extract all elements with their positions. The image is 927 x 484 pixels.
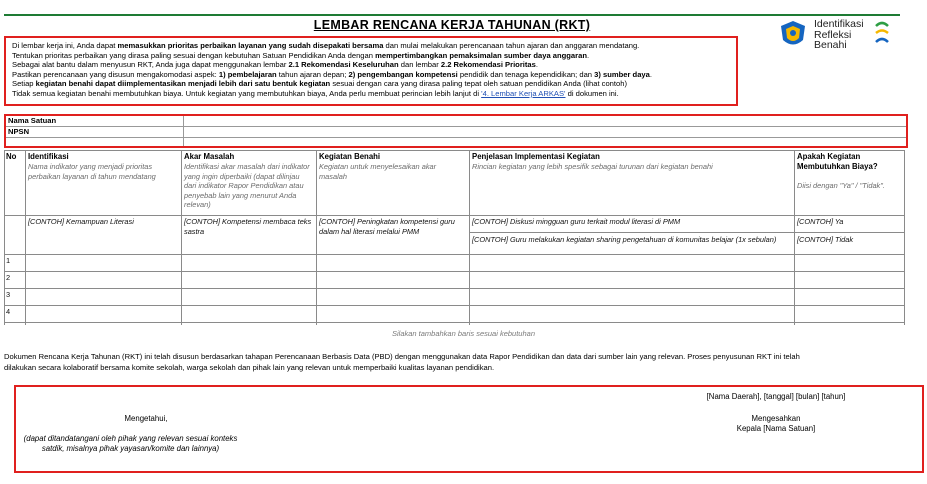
satuan-box bbox=[4, 114, 908, 148]
col-desc-akar-masalah: Identifikasi akar masalah dari indikator yang ingin diperbaiki (dapat dilinjau dari indikator Rapor Pendidikan atau penyebab lain yang menurut Anda relevan) bbox=[184, 162, 310, 210]
col-header-identifikasi: Identifikasi bbox=[28, 152, 69, 161]
intro-paragraph-2: Tentukan prioritas perbaikan yang dirasa paling sesuai dengan kebutuhan Satuan Pendidikan Anda dengan mempertimbangkan pemaksimalan sumber daya anggaran. bbox=[12, 50, 590, 60]
col-desc-identifikasi: Nama indikator yang menjadi prioritas perbaikan layanan di tahun mendatang bbox=[28, 162, 156, 181]
mengesahkan-label: Mengesahkan bbox=[751, 414, 801, 423]
place-date-text: [Nama Daerah], [tanggal] [bulan] [tahun] bbox=[706, 392, 846, 401]
logo bbox=[776, 18, 906, 54]
col-desc-kegiatan-benahi: Kegiatan untuk menyelesaikan akar masalah bbox=[319, 162, 437, 181]
footer-paragraph-line-1: Dokumen Rencana Kerja Tahunan (RKT) ini telah disusun berdasarkan tahapan Perencanaan Berbasis Data (PBD) dengan menggunakan data Rapor Pendidikan dan data dari sumber lain yang relevan. Proses penyusunan RKT ini telah bbox=[4, 352, 800, 361]
example-kegiatan-benahi: [CONTOH] Peningkatan kompetensi guru dalam hal literasi melalui PMM bbox=[319, 217, 455, 236]
header-rule bbox=[4, 14, 900, 16]
signature-box bbox=[14, 385, 924, 473]
tut-wuri-handayani-emblem-icon bbox=[776, 18, 810, 52]
col-desc-penjelasan: Rincian kegiatan yang lebih spesifik sebagai turunan dari kegiatan benahi bbox=[472, 162, 713, 171]
title-row bbox=[4, 18, 900, 34]
rkt-table bbox=[4, 150, 910, 325]
intro-paragraph-3: Sebagai alat bantu dalam menyusun RKT, Anda juga dapat menggunakan lembar 2.1 Rekomendasi Keseluruhan dan lembar 2.2 Rekomendasi Prioritas. bbox=[12, 60, 538, 70]
arkas-sheet-link[interactable]: '4. Lembar Kerja ARKAS' bbox=[481, 88, 566, 98]
example-penjelasan-2: [CONTOH] Guru melakukan kegiatan sharing pengetahuan di komunitas belajar (1x sebulan) bbox=[472, 235, 777, 244]
kepala-satuan-label: Kepala [Nama Satuan] bbox=[736, 424, 816, 433]
example-identifikasi: [CONTOH] Kemampuan Literasi bbox=[28, 217, 134, 226]
row-number: 4 bbox=[6, 307, 11, 316]
footer-paragraph bbox=[4, 351, 904, 373]
col-header-biaya: Apakah Kegiatan Membutuhkan Biaya? bbox=[797, 152, 878, 171]
logo-line-identifikasi: Identifikasi bbox=[814, 18, 864, 30]
nama-satuan-label: Nama Satuan bbox=[8, 116, 57, 125]
intro-box bbox=[4, 36, 738, 106]
intro-paragraph-1: Di lembar kerja ini, Anda dapat memasukkan prioritas perbaikan layanan yang sudah disepakati bersama dan mulai melakukan perencanaan tahun ajaran dan anggaran mendatang. bbox=[12, 41, 640, 50]
page-title: LEMBAR RENCANA KERJA TAHUNAN (RKT) bbox=[313, 18, 591, 32]
intro-paragraph-5: Setiap kegiatan benahi dapat diimplementasikan menjadi lebih dari satu bentuk kegiatan sesuai dengan cara yang dirasa paling tepat oleh satuan pendidikan Anda (lihat contoh) bbox=[12, 79, 627, 89]
mengetahui-note: (dapat ditandatangani oleh pihak yang relevan sesuai konteks satdik, misalnya pihak yayasan/komite dan lainnya) bbox=[23, 434, 238, 453]
col-header-kegiatan-benahi: Kegiatan Benahi bbox=[319, 152, 381, 161]
npsn-label: NPSN bbox=[8, 127, 30, 136]
intro-paragraph-4: Pastikan perencanaan yang disusun mengakomodasi aspek: 1) pembelajaran tahun ajaran depan; 2) pengembangan kompetensi pendidik dan tenaga kependidikan; dan 3) sumber daya. bbox=[12, 69, 652, 79]
mengetahui-label: Mengetahui, bbox=[124, 414, 168, 423]
footer-paragraph-line-2: dilakukan secara kolaboratif bersama komite sekolah, warga sekolah dan pihak lain yang relevan untuk memperbaiki kualitas layanan pendidikan. bbox=[4, 363, 495, 372]
row-number: 2 bbox=[6, 273, 11, 282]
example-biaya-1: [CONTOH] Ya bbox=[797, 217, 844, 226]
example-biaya-2: [CONTOH] Tidak bbox=[797, 235, 854, 244]
row-number: 3 bbox=[6, 290, 11, 299]
npsn-field[interactable] bbox=[187, 127, 902, 137]
intro-paragraph-6: Tidak semua kegiatan benahi membutuhkan biaya. Untuk kegiatan yang membutuhkan biaya, Anda perlu membuat perincian lebih lanjut di '4. Lembar Kerja ARKAS' di dokumen ini. bbox=[12, 88, 619, 98]
logo-line-benahi: Benahi bbox=[814, 39, 847, 51]
logo-arcs-icon bbox=[874, 20, 890, 44]
col-header-penjelasan: Penjelasan Implementasi Kegiatan bbox=[472, 152, 600, 161]
example-akar-masalah: [CONTOH] Kompetensi membaca teks sastra bbox=[184, 217, 312, 236]
col-desc-biaya: Diisi dengan "Ya" / "Tidak". bbox=[797, 181, 885, 190]
row-number: 1 bbox=[6, 256, 11, 265]
col-header-akar-masalah: Akar Masalah bbox=[184, 152, 235, 161]
example-penjelasan-1: [CONTOH] Diskusi mingguan guru terkait modul literasi di PMM bbox=[472, 217, 681, 226]
add-rows-hint: Silakan tambahkan baris sesuai kebutuhan bbox=[391, 329, 535, 338]
col-header-no: No bbox=[6, 152, 17, 161]
nama-satuan-field[interactable] bbox=[187, 116, 902, 126]
logo-line-refleksi: Refleksi bbox=[814, 28, 852, 41]
